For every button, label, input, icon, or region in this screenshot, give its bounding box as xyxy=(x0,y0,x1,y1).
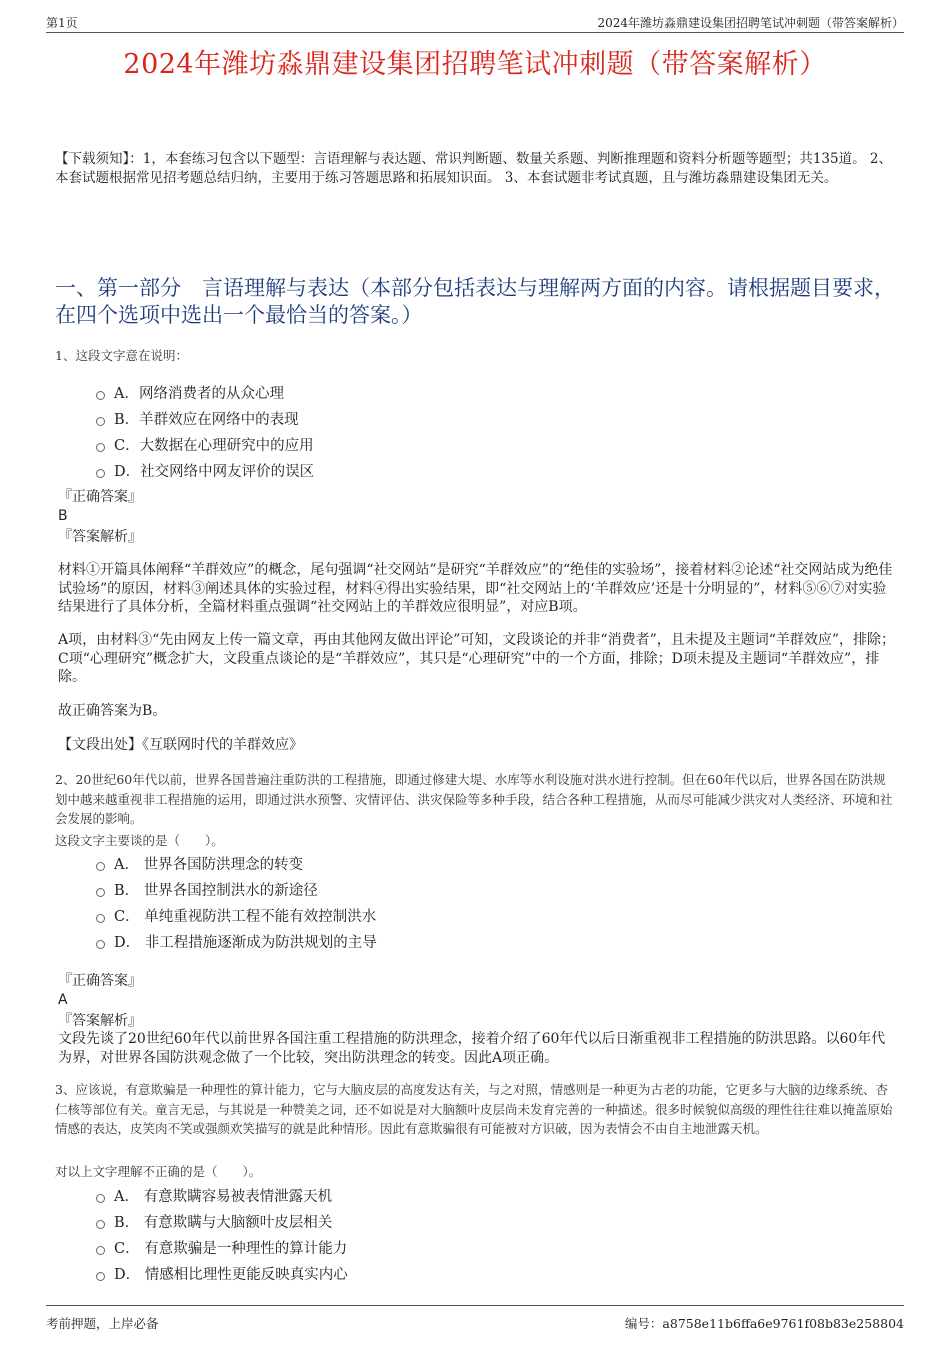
q1-analysis-p2: A项，由材料③“先由网友上传一篇文章，再由其他网友做出评论”可知，文段谈论的并非“消费者”，且未提及主题词“羊群效应”，排除；C项“心理研究”概念扩大，文段重点谈论的是“羊群效应”，其只是“心理研究”中的一个方面，排除；D项未提及主题词“羊群效应”，排除。 xyxy=(58,632,896,685)
radio-icon[interactable] xyxy=(96,417,105,426)
q3-options xyxy=(96,1182,348,1286)
q3-ask: 对以上文字理解不正确的是（ ）。 xyxy=(55,1164,262,1179)
q2-option-b[interactable]: B． 世界各国控制洪水的新途径 xyxy=(96,876,377,902)
q1-option-d[interactable]: D．社交网络中网友评价的误区 xyxy=(96,457,314,483)
q2-answer-label: 『正确答案』 xyxy=(58,973,142,989)
q1-option-b[interactable]: B．羊群效应在网络中的表现 xyxy=(96,405,314,431)
q1-analysis-p1: 材料①开篇具体阐释“羊群效应”的概念，尾句强调“社交网站”是研究“羊群效应”的“绝佳的实验场”，接着材料②论述“社交网站成为绝佳试验场”的原因，材料③阐述具体的实验过程，材料④得出实验结果，即“社交网站上的‘羊群效应’还是十分明显的”，材料⑤⑥⑦对实验结果进行了具体分析，全篇材料重点强调“社交网站上的羊群效应很明显”，对应B项。 xyxy=(58,562,893,615)
q1-analysis-p3: 故正确答案为B。 xyxy=(58,703,167,719)
q1-stem: 1、这段文字意在说明： xyxy=(55,348,188,363)
radio-icon[interactable] xyxy=(96,1194,105,1203)
footer-slogan: 考前押题，上岸必备 xyxy=(46,1316,159,1331)
q2-stem: 2、20世纪60年代以前，世界各国普遍注重防洪的工程措施，即通过修建大堤、水库等水利设施对洪水进行控制。但在60年代以后，世界各国在防洪规划中越来越重视非工程措施的运用，即通过洪水预警、灾情评估、洪灾保险等多种手段，结合各种工程措施，从而尽可能减少洪灾对人类经济、环境和社会发展的影响。 xyxy=(55,772,893,826)
q1-option-a[interactable]: A．网络消费者的从众心理 xyxy=(96,379,314,405)
radio-icon[interactable] xyxy=(96,391,105,400)
radio-icon[interactable] xyxy=(96,1220,105,1229)
header-doc-title: 2024年潍坊淼鼎建设集团招聘笔试冲刺题（带答案解析） xyxy=(597,16,904,30)
q1-answer-label: 『正确答案』 xyxy=(58,489,142,505)
radio-icon[interactable] xyxy=(96,862,105,871)
radio-icon[interactable] xyxy=(96,469,105,478)
q2-ask: 这段文字主要谈的是（ ）。 xyxy=(55,833,224,848)
q3-option-d[interactable]: D． 情感相比理性更能反映真实内心 xyxy=(96,1260,348,1286)
q3-option-c[interactable]: C． 有意欺骗是一种理性的算计能力 xyxy=(96,1234,348,1260)
q3-option-b[interactable]: B． 有意欺瞒与大脑额叶皮层相关 xyxy=(96,1208,348,1234)
q2-answer: A xyxy=(58,992,68,1008)
page-header xyxy=(46,12,904,33)
footer-serial: 编号：a8758e11b6ffa6e9761f08b83e258804 xyxy=(624,1316,904,1331)
section-heading: 一、第一部分 言语理解与表达（本部分包括表达与理解两方面的内容。请根据题目要求，在四个选项中选出一个最恰当的答案。） xyxy=(55,276,895,327)
q1-option-c[interactable]: C．大数据在心理研究中的应用 xyxy=(96,431,314,457)
q2-option-a[interactable]: A． 世界各国防洪理念的转变 xyxy=(96,850,377,876)
q3-stem: 3、应该说，有意欺骗是一种理性的算计能力，它与大脑皮层的高度发达有关，与之对照，情感则是一种更为古老的功能，它更多与大脑的边缘系统、杏仁核等部位有关。童言无忌，与其说是一种赞美之词，还不如说是对大脑额叶皮层尚未发育完善的一种描述。很多时候貌似高级的理性往往难以掩盖原始情感的表达，皮笑肉不笑或强颜欢笑描写的就是此种情形。因此有意欺骗很有可能被对方识破，因为表情会不由自主地泄露天机。 xyxy=(55,1082,893,1136)
q2-option-d[interactable]: D． 非工程措施逐渐成为防洪规划的主导 xyxy=(96,928,377,954)
q2-analysis: 文段先谈了20世纪60年代以前世界各国注重工程措施的防洪理念，接着介绍了60年代以后日渐重视非工程措施的防洪思路。以60年代为界，对世界各国防洪观念做了一个比较，突出防洪理念的转变。因此A项正确。 xyxy=(58,1031,886,1066)
download-notice: 【下载须知】：1，本套练习包含以下题型：言语理解与表达题、常识判断题、数量关系题、判断推理题和资料分析题等题型；共135道。 2、本套试题根据常见招考题总结归纳，主要用于练习答题思路和拓展知识面。 3、本套试题非考试真题，且与潍坊淼鼎建设集团无关。 xyxy=(55,151,892,186)
q2-option-c[interactable]: C． 单纯重视防洪工程不能有效控制洪水 xyxy=(96,902,377,928)
radio-icon[interactable] xyxy=(96,888,105,897)
page-number: 第1页 xyxy=(46,16,78,30)
q1-analysis-label: 『答案解析』 xyxy=(58,529,142,545)
radio-icon[interactable] xyxy=(96,914,105,923)
page-footer xyxy=(46,1305,904,1331)
radio-icon[interactable] xyxy=(96,940,105,949)
q1-options xyxy=(96,379,314,483)
q3-option-a[interactable]: A． 有意欺瞒容易被表情泄露天机 xyxy=(96,1182,348,1208)
radio-icon[interactable] xyxy=(96,1246,105,1255)
q1-source: 【文段出处】《互联网时代的羊群效应》 xyxy=(58,737,303,753)
q2-analysis-label: 『答案解析』 xyxy=(58,1013,142,1029)
page-title: 2024年潍坊淼鼎建设集团招聘笔试冲刺题（带答案解析） xyxy=(123,49,827,80)
q2-options xyxy=(96,850,377,954)
radio-icon[interactable] xyxy=(96,443,105,452)
radio-icon[interactable] xyxy=(96,1272,105,1281)
q1-answer: B xyxy=(58,508,68,524)
